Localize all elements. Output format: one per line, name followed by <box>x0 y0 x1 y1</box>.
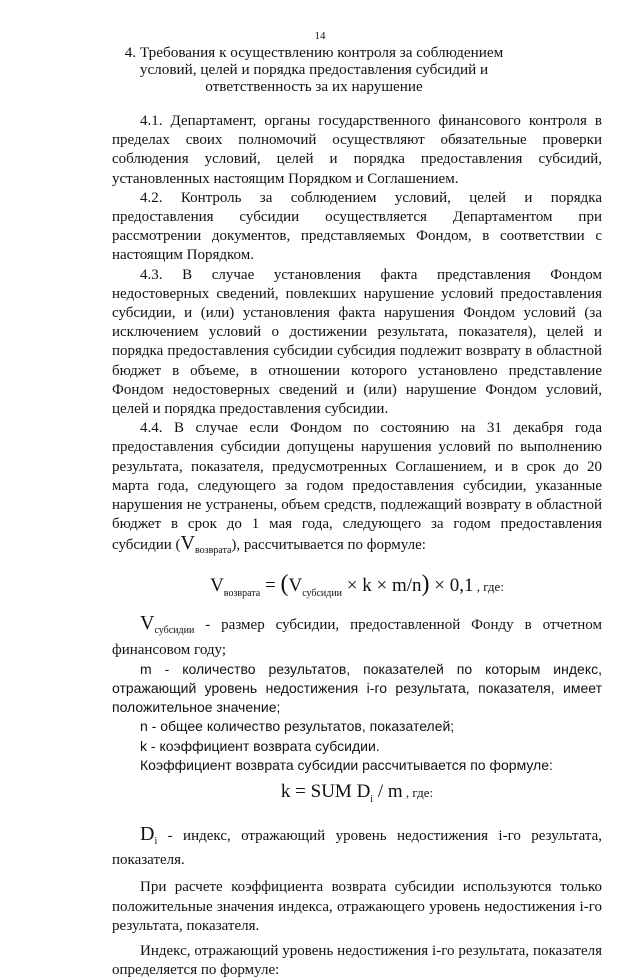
formula2-tail: , где: <box>402 785 434 801</box>
paragraph-4-4-text-b: ), рассчитывается по формуле: <box>231 537 426 554</box>
paragraph-4-1: 4.1. Департамент, органы государственного финансового контроля в пределах своих полномочий осуществляют обязательные проверки соблюдения условий, целей и порядка предоставления субсидий, установленных настоящим Порядком и Соглашением. <box>112 113 602 187</box>
v-subsidy-symbol: V <box>140 612 155 635</box>
formula1-tail: , где: <box>473 578 504 594</box>
formula1-v-sub: субсидии <box>302 587 343 599</box>
definition-k: k - коэффициент возврата субсидии. <box>140 737 380 754</box>
formula1-lhs-sub: возврата <box>223 587 261 599</box>
definition-di <box>112 822 602 870</box>
section-title: 4. Требования к осуществлению контроля за соблюдением условий, целей и порядка предоставления субсидий и ответственность за их нарушение <box>124 44 504 95</box>
formula1-lhs: V <box>210 574 224 596</box>
v-subsidy-subscript: субсидии <box>154 625 195 637</box>
formula2-rest: / m <box>373 781 403 803</box>
di-subscript: i <box>154 835 158 847</box>
k-formula-intro: Коэффициент возврата субсидии рассчитывается по формуле: <box>140 756 553 773</box>
definition-n: n - общее количество результатов, показателей; <box>140 718 455 735</box>
paragraph-4-4 <box>112 419 602 560</box>
formula1-rest: × 0,1 <box>429 574 474 596</box>
v-return-symbol: V <box>180 532 195 555</box>
paragraph-4-2: 4.2. Контроль за соблюдением условий, целей и порядка предоставления субсидии осуществляется Департаментом при рассмотрении документов, представляемых Фондом, в соответствии с настоящим Порядком. <box>112 189 602 264</box>
formula1-close-paren: ) <box>421 570 430 597</box>
closing-paragraph-1: При расчете коэффициента возврата субсидии используются только положительные значения индекса, отражающего уровень недостижения i-го результата, показателя. <box>112 879 602 934</box>
paragraph-4-3: 4.3. В случае установления факта представления Фондом недостоверных сведений, повлекших нарушение условий предоставления субсидии, и (или) установления факта нарушения Фондом условий (за исключением условий о достижении результата, показателя), целей и порядка предоставления субсидии субсидия подлежит возврату в областной бюджет в объеме, в отношении которого установлено представление Фондом недостоверных сведений и (или) нарушение Фондом условий, целей и порядка предоставления субсидии. <box>112 266 602 418</box>
formula1-open-paren: ( <box>280 570 289 597</box>
definition-v-subsidy-text: - размер субсидии, предоставленной Фонду в отчетном финансовом году; <box>112 617 602 658</box>
formula1-mid: × k × m/n <box>342 574 422 596</box>
formula1-v: V <box>288 574 303 596</box>
definition-di-text: - индекс, отражающий уровень недостижения i-го результата, показателя. <box>112 827 602 869</box>
v-return-subscript: возврата <box>194 545 232 557</box>
formula2-main: k = SUM D <box>280 781 371 803</box>
formula-return-volume <box>112 569 602 609</box>
document-body <box>112 112 602 980</box>
formula2-sub: i <box>370 793 374 805</box>
di-symbol: D <box>140 822 155 845</box>
definition-v-subsidy <box>112 614 602 659</box>
definition-m: m - количество результатов, показателей по которым индекс, отражающий уровень недостижения i-го результата, показателя, имеет положительное значение; <box>112 660 602 716</box>
paragraph-4-4-text-a: 4.4. В случае если Фондом по состоянию на 31 декабря года предоставления субсидии допущены нарушения условий по выполнению результата, показателя, предусмотренных Соглашением, и в срок до 20 марта года, следующего за годом предоставления субсидии, указанные нарушения не устранены, объем средств, подлежащий возврату в областной бюджет в срок до 1 мая года, следующего за годом предоставления субсидии ( <box>112 420 602 554</box>
page-number: 14 <box>314 30 326 42</box>
formula1-eq: = <box>260 574 281 596</box>
formula-k <box>112 777 602 815</box>
closing-paragraph-2: Индекс, отражающий уровень недостижения i-го результата, показателя определяется по формуле: <box>112 942 602 979</box>
